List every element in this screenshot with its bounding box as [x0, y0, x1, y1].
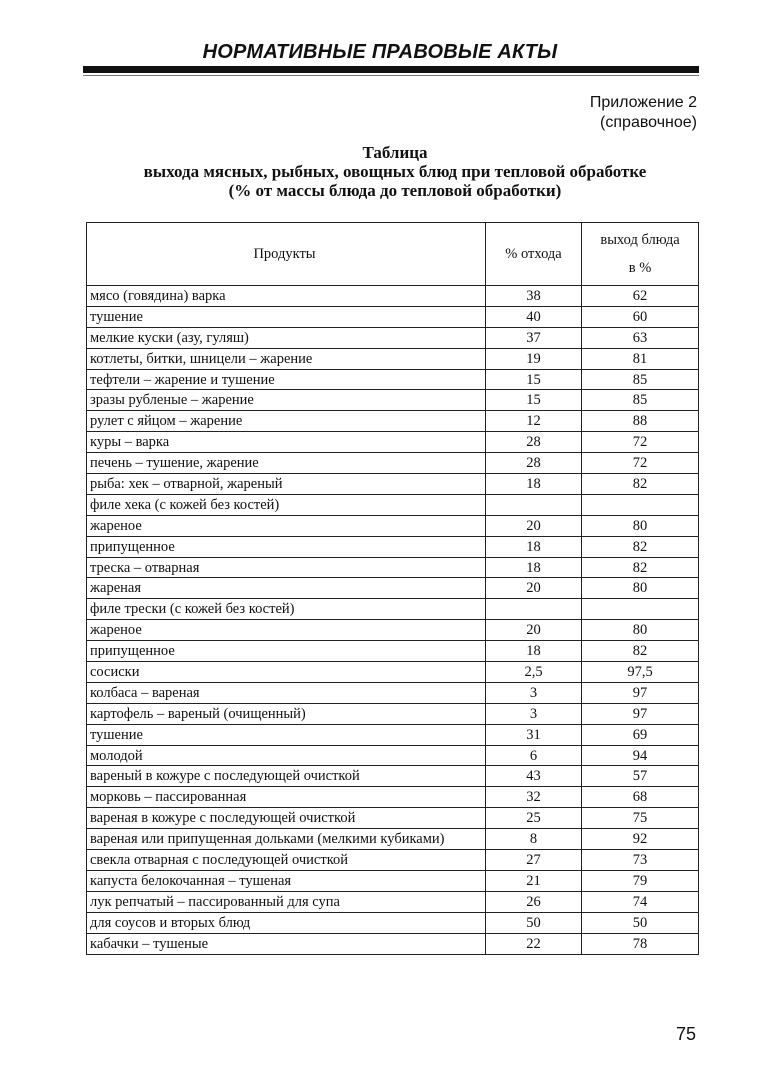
cell-yield: 80 — [582, 515, 699, 536]
cell-yield: 69 — [582, 724, 699, 745]
cell-yield: 97,5 — [582, 662, 699, 683]
cell-waste: 38 — [486, 286, 582, 307]
cell-product: жареное — [87, 515, 486, 536]
cell-waste: 6 — [486, 745, 582, 766]
cell-waste: 22 — [486, 933, 582, 954]
cell-yield — [582, 494, 699, 515]
table-row — [87, 348, 699, 369]
cell-yield: 75 — [582, 808, 699, 829]
cell-yield: 79 — [582, 870, 699, 891]
table-title — [0, 143, 760, 200]
cell-waste: 18 — [486, 536, 582, 557]
cell-yield: 82 — [582, 641, 699, 662]
table-row — [87, 870, 699, 891]
table-header-row — [87, 223, 699, 286]
cell-waste: 21 — [486, 870, 582, 891]
cell-waste: 28 — [486, 432, 582, 453]
table-row — [87, 536, 699, 557]
table-row — [87, 745, 699, 766]
cell-product: филе трески (с кожей без костей) — [87, 599, 486, 620]
cell-yield: 97 — [582, 703, 699, 724]
table-row — [87, 682, 699, 703]
cell-waste: 18 — [486, 641, 582, 662]
cell-waste: 3 — [486, 703, 582, 724]
cell-yield: 68 — [582, 787, 699, 808]
cell-waste: 26 — [486, 891, 582, 912]
cell-waste: 18 — [486, 557, 582, 578]
table-row — [87, 787, 699, 808]
cell-yield: 85 — [582, 390, 699, 411]
cell-product: треска – отварная — [87, 557, 486, 578]
table-row — [87, 390, 699, 411]
header-products: Продукты — [87, 223, 486, 286]
table-row — [87, 453, 699, 474]
appendix-type: (справочное) — [600, 114, 697, 131]
header-rule — [83, 66, 699, 73]
cell-waste: 50 — [486, 912, 582, 933]
cell-yield: 63 — [582, 327, 699, 348]
header-yield-line-1: выход блюда — [600, 232, 680, 248]
table-row — [87, 474, 699, 495]
cell-product: лук репчатый – пассированный для супа — [87, 891, 486, 912]
cell-yield: 60 — [582, 306, 699, 327]
appendix-label — [590, 93, 697, 133]
cell-product: припущенное — [87, 641, 486, 662]
table-row — [87, 724, 699, 745]
cell-yield: 80 — [582, 620, 699, 641]
running-head: НОРМАТИВНЫЕ ПРАВОВЫЕ АКТЫ — [202, 41, 558, 63]
header-yield-line-2: в % — [628, 260, 652, 276]
table-row — [87, 432, 699, 453]
table-row — [87, 662, 699, 683]
cell-waste: 12 — [486, 411, 582, 432]
table-row — [87, 327, 699, 348]
table-title-line-3: (% от массы блюда до тепловой обработки) — [228, 181, 562, 200]
cell-product: рыба: хек – отварной, жареный — [87, 474, 486, 495]
table-title-line-2: выхода мясных, рыбных, овощных блюд при тепловой обработке — [143, 162, 647, 181]
table-row — [87, 494, 699, 515]
cell-product: жареная — [87, 578, 486, 599]
cell-yield: 94 — [582, 745, 699, 766]
cell-product: котлеты, битки, шницели – жарение — [87, 348, 486, 369]
yield-table — [86, 222, 699, 955]
cell-yield: 72 — [582, 432, 699, 453]
table-row — [87, 411, 699, 432]
cell-product: сосиски — [87, 662, 486, 683]
cell-product: жареное — [87, 620, 486, 641]
table-row — [87, 599, 699, 620]
table-row — [87, 703, 699, 724]
cell-yield: 50 — [582, 912, 699, 933]
cell-product: колбаса – вареная — [87, 682, 486, 703]
cell-yield: 72 — [582, 453, 699, 474]
cell-product: вареная или припущенная дольками (мелкими кубиками) — [87, 829, 486, 850]
cell-product: вареная в кожуре с последующей очисткой — [87, 808, 486, 829]
cell-yield: 62 — [582, 286, 699, 307]
cell-product: тушение — [87, 306, 486, 327]
cell-waste: 15 — [486, 390, 582, 411]
table-row — [87, 286, 699, 307]
table-row — [87, 766, 699, 787]
cell-product: свекла отварная с последующей очисткой — [87, 850, 486, 871]
table-row — [87, 641, 699, 662]
cell-waste — [486, 599, 582, 620]
cell-product: филе хека (с кожей без костей) — [87, 494, 486, 515]
cell-product: вареный в кожуре с последующей очисткой — [87, 766, 486, 787]
cell-yield: 80 — [582, 578, 699, 599]
cell-product: картофель – вареный (очищенный) — [87, 703, 486, 724]
cell-product: рулет с яйцом – жарение — [87, 411, 486, 432]
cell-yield: 73 — [582, 850, 699, 871]
cell-waste: 2,5 — [486, 662, 582, 683]
cell-waste: 15 — [486, 369, 582, 390]
cell-product: печень – тушение, жарение — [87, 453, 486, 474]
cell-product: мясо (говядина) варка — [87, 286, 486, 307]
cell-waste: 20 — [486, 515, 582, 536]
header-rule-thin — [83, 75, 699, 76]
cell-yield: 57 — [582, 766, 699, 787]
cell-waste: 31 — [486, 724, 582, 745]
cell-product: кабачки – тушеные — [87, 933, 486, 954]
cell-product: тефтели – жарение и тушение — [87, 369, 486, 390]
table-title-line-1: Таблица — [362, 143, 428, 162]
cell-yield: 97 — [582, 682, 699, 703]
cell-product: мелкие куски (азу, гуляш) — [87, 327, 486, 348]
cell-waste: 18 — [486, 474, 582, 495]
cell-waste: 25 — [486, 808, 582, 829]
table-row — [87, 515, 699, 536]
cell-yield: 81 — [582, 348, 699, 369]
cell-product: капуста белокочанная – тушеная — [87, 870, 486, 891]
cell-yield: 82 — [582, 474, 699, 495]
table-row — [87, 891, 699, 912]
cell-product: тушение — [87, 724, 486, 745]
table-row — [87, 829, 699, 850]
cell-waste: 43 — [486, 766, 582, 787]
cell-waste: 32 — [486, 787, 582, 808]
cell-yield: 92 — [582, 829, 699, 850]
header-yield — [582, 223, 699, 286]
cell-waste: 19 — [486, 348, 582, 369]
table-row — [87, 369, 699, 390]
table-row — [87, 933, 699, 954]
cell-yield — [582, 599, 699, 620]
cell-product: припущенное — [87, 536, 486, 557]
table-row — [87, 850, 699, 871]
cell-yield: 82 — [582, 536, 699, 557]
cell-yield: 78 — [582, 933, 699, 954]
table-row — [87, 808, 699, 829]
cell-waste: 8 — [486, 829, 582, 850]
cell-waste: 27 — [486, 850, 582, 871]
cell-waste: 20 — [486, 620, 582, 641]
cell-product: зразы рубленые – жарение — [87, 390, 486, 411]
table-body — [87, 286, 699, 955]
cell-waste: 3 — [486, 682, 582, 703]
cell-product: куры – варка — [87, 432, 486, 453]
page-number: 75 — [675, 1024, 696, 1044]
cell-yield: 88 — [582, 411, 699, 432]
table-row — [87, 557, 699, 578]
cell-yield: 74 — [582, 891, 699, 912]
table-row — [87, 912, 699, 933]
cell-waste — [486, 494, 582, 515]
appendix-number: Приложение 2 — [589, 94, 697, 111]
cell-waste: 28 — [486, 453, 582, 474]
table-row — [87, 306, 699, 327]
cell-waste: 40 — [486, 306, 582, 327]
table-row — [87, 578, 699, 599]
cell-product: молодой — [87, 745, 486, 766]
cell-product: для соусов и вторых блюд — [87, 912, 486, 933]
cell-waste: 20 — [486, 578, 582, 599]
cell-yield: 82 — [582, 557, 699, 578]
cell-product: морковь – пассированная — [87, 787, 486, 808]
header-waste: % отхода — [486, 223, 582, 286]
cell-yield: 85 — [582, 369, 699, 390]
cell-waste: 37 — [486, 327, 582, 348]
table-row — [87, 620, 699, 641]
